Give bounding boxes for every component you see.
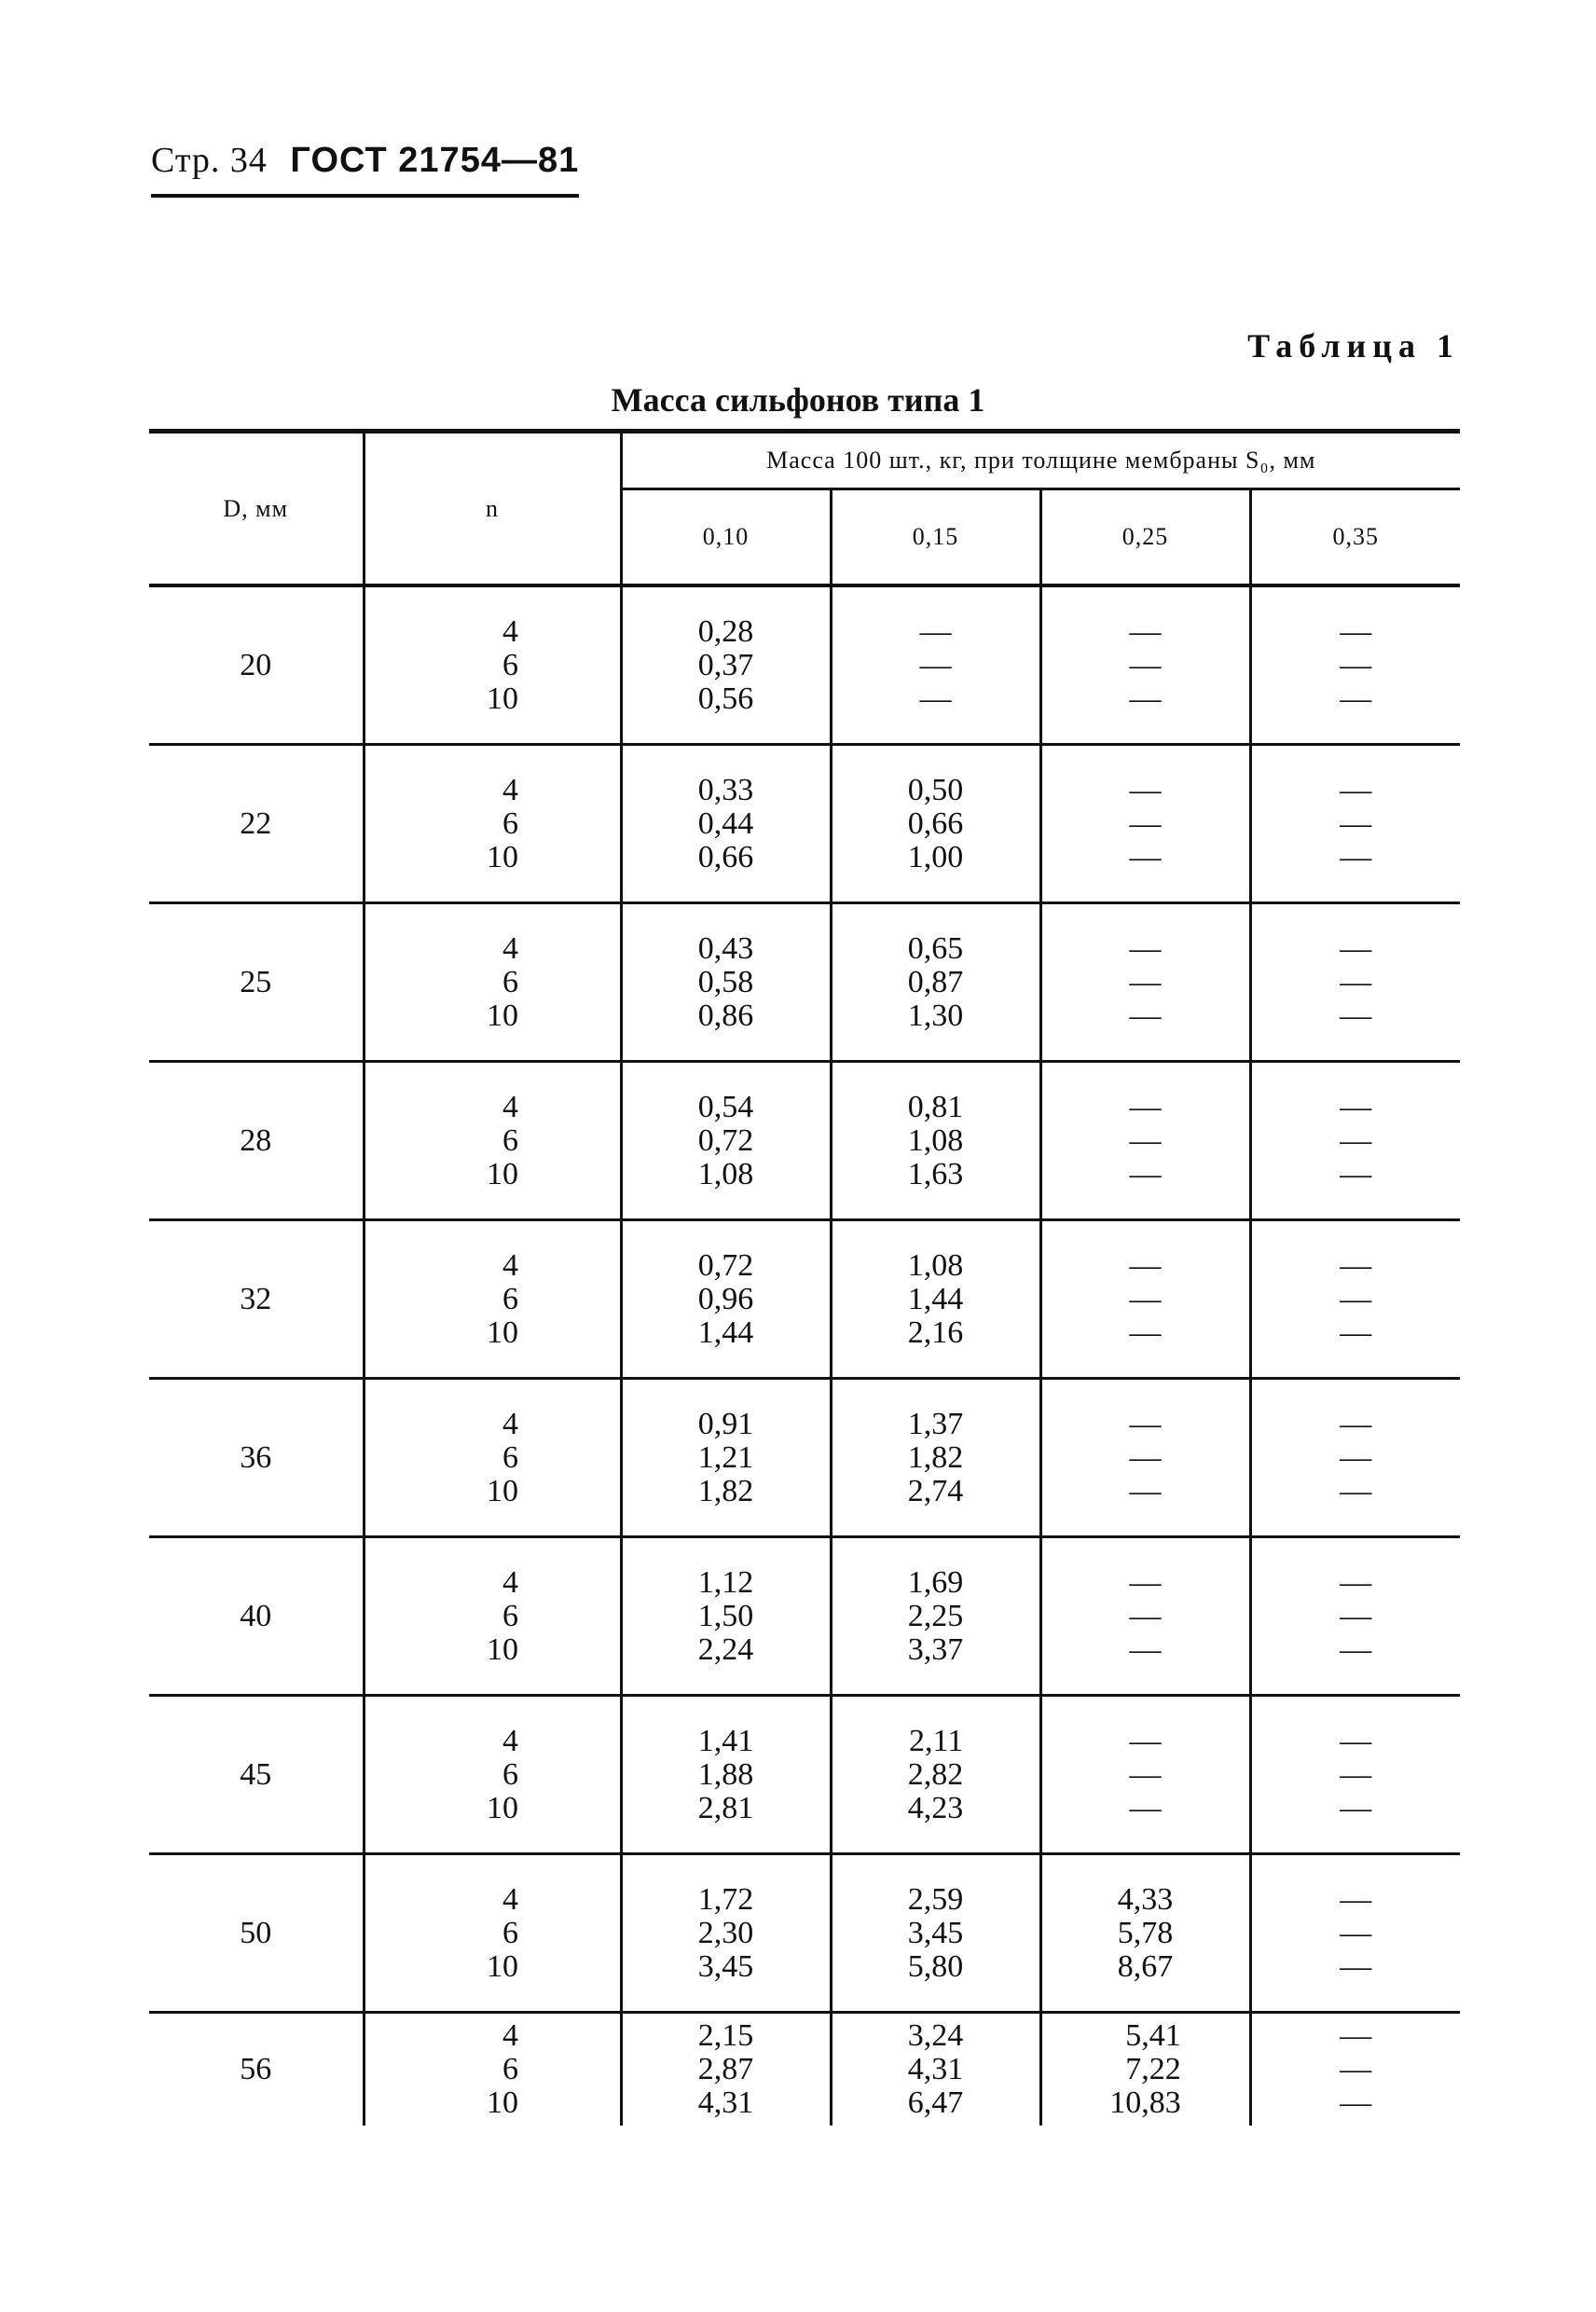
header-n: n <box>364 432 621 586</box>
cell-value: 6 <box>502 1756 518 1792</box>
cell-value: 0,28 <box>697 613 754 649</box>
cell-value: — <box>1129 1439 1162 1475</box>
cell-value: — <box>1129 1473 1162 1508</box>
value-stack <box>908 1883 964 1984</box>
cell-mass-025 <box>1040 1854 1250 2013</box>
cell-mass-010 <box>621 585 831 745</box>
cell-value: 5,41 <box>1125 2018 1181 2053</box>
cell-mass-015 <box>831 1854 1040 2013</box>
cell-value: 1,69 <box>907 1564 964 1600</box>
cell-value: 10 <box>487 839 518 874</box>
value-stack <box>698 1883 754 1984</box>
table-row <box>149 2013 1460 2126</box>
cell-value: — <box>1340 1156 1372 1191</box>
cell-value: 1,82 <box>697 1473 754 1508</box>
standard-designation: ГОСТ 21754—81 <box>290 141 580 180</box>
cell-value: 10 <box>487 681 518 716</box>
cell-diameter: 22 <box>149 745 364 903</box>
cell-mass-025 <box>1040 745 1250 903</box>
cell-value: 5,78 <box>1117 1915 1174 1950</box>
cell-value: 10 <box>487 1156 518 1191</box>
cell-mass-010 <box>621 1379 831 1537</box>
value-stack <box>1130 1725 1162 1825</box>
value-stack <box>1130 1091 1162 1191</box>
mass-table <box>149 429 1460 2126</box>
table-row <box>149 903 1460 1062</box>
cell-n <box>364 1537 621 1696</box>
cell-mass-015 <box>831 1696 1040 1854</box>
cell-mass-010 <box>621 2013 831 2126</box>
cell-mass-035 <box>1250 1379 1460 1537</box>
cell-mass-010 <box>621 903 831 1062</box>
value-stack <box>466 1091 518 1191</box>
cell-value: 0,33 <box>697 772 754 807</box>
cell-value: — <box>1129 805 1162 841</box>
cell-value: — <box>1129 1598 1162 1633</box>
cell-value: — <box>1340 1247 1372 1283</box>
cell-value: — <box>1129 839 1162 874</box>
cell-value: 0,66 <box>697 839 754 874</box>
value-stack <box>1130 1408 1162 1508</box>
cell-value: 2,30 <box>697 1915 754 1950</box>
cell-value: — <box>1129 772 1162 807</box>
cell-value: — <box>1340 1598 1372 1633</box>
value-stack <box>698 1408 754 1508</box>
value-stack <box>466 774 518 874</box>
value-stack <box>1340 1725 1371 1825</box>
cell-diameter: 56 <box>240 2052 272 2086</box>
value-stack <box>698 1249 754 1350</box>
cell-mass-025 <box>1040 1062 1250 1220</box>
cell-value: 2,24 <box>697 1631 754 1667</box>
header-thickness-025: 0,25 <box>1040 489 1250 586</box>
cell-value: 4 <box>502 1247 518 1283</box>
value-stack <box>1130 1566 1162 1667</box>
cell-value: — <box>1340 805 1372 841</box>
cell-value: 6 <box>502 1915 518 1950</box>
value-stack <box>1130 615 1162 716</box>
cell-value: 6 <box>502 1122 518 1158</box>
cell-diameter: 50 <box>149 1854 364 2013</box>
cell-value: — <box>1129 647 1162 682</box>
cell-value: 4 <box>502 1881 518 1917</box>
value-stack <box>466 2019 518 2120</box>
cell-value: — <box>1129 1247 1162 1283</box>
cell-value: — <box>1340 998 1372 1033</box>
cell-mass-025 <box>1040 2013 1250 2126</box>
cell-value: — <box>1340 964 1372 999</box>
cell-value: — <box>1340 839 1372 874</box>
cell-value: 2,74 <box>907 1473 964 1508</box>
cell-value: — <box>1340 1790 1372 1825</box>
value-stack <box>698 1566 754 1667</box>
cell-mass-035 <box>1250 585 1460 745</box>
cell-value: 6 <box>502 805 518 841</box>
page-prefix: Стр. <box>151 141 221 180</box>
cell-mass-010 <box>621 1537 831 1696</box>
cell-value: 1,82 <box>907 1439 964 1475</box>
table-row <box>149 1854 1460 2013</box>
cell-value: 10 <box>487 1314 518 1350</box>
cell-mass-010 <box>621 1220 831 1379</box>
value-stack <box>466 1725 518 1825</box>
value-stack <box>1118 1883 1174 1984</box>
cell-value: — <box>1340 1564 1372 1600</box>
page-header <box>151 140 579 198</box>
value-stack <box>908 1091 964 1191</box>
cell-value: 1,00 <box>907 839 964 874</box>
cell-diameter: 45 <box>149 1696 364 1854</box>
cell-value: — <box>1340 1756 1372 1792</box>
cell-diameter: 36 <box>149 1379 364 1537</box>
value-stack <box>1340 1408 1371 1508</box>
cell-value: — <box>1340 1881 1372 1917</box>
cell-value: 0,58 <box>697 964 754 999</box>
cell-mass-025 <box>1040 1696 1250 1854</box>
cell-value: 0,72 <box>697 1247 754 1283</box>
cell-mass-010 <box>621 1062 831 1220</box>
cell-n <box>364 585 621 745</box>
cell-mass-035 <box>1250 745 1460 903</box>
cell-value: 6 <box>502 1598 518 1633</box>
cell-value: 0,81 <box>907 1089 964 1124</box>
value-stack <box>466 615 518 716</box>
value-stack <box>698 1725 754 1825</box>
cell-value: 1,41 <box>697 1723 754 1758</box>
table-body <box>149 585 1460 2126</box>
cell-value: 2,87 <box>697 2052 754 2086</box>
cell-value: 0,66 <box>907 805 964 841</box>
cell-value: 5,80 <box>907 1948 964 1984</box>
value-stack <box>1130 774 1162 874</box>
cell-mass-025 <box>1040 1537 1250 1696</box>
cell-n <box>364 1220 621 1379</box>
cell-value: 0,87 <box>907 964 964 999</box>
value-stack <box>698 932 754 1033</box>
cell-value: — <box>1129 1790 1162 1825</box>
cell-value: — <box>1129 1122 1162 1158</box>
cell-value: — <box>1340 772 1372 807</box>
cell-value: 3,45 <box>697 1948 754 1984</box>
value-stack <box>1340 615 1371 716</box>
value-stack <box>908 1725 964 1825</box>
cell-value: 0,91 <box>697 1406 754 1441</box>
value-stack <box>908 1566 964 1667</box>
value-stack <box>698 615 754 716</box>
cell-value: 0,72 <box>697 1122 754 1158</box>
cell-value: 3,37 <box>907 1631 964 1667</box>
cell-value: 1,44 <box>907 1281 964 1316</box>
value-stack <box>698 774 754 874</box>
cell-value: 10 <box>487 1631 518 1667</box>
cell-value: — <box>1340 1723 1372 1758</box>
cell-value: 4 <box>502 1406 518 1441</box>
cell-value: 2,25 <box>907 1598 964 1633</box>
cell-n <box>364 903 621 1062</box>
cell-value: 2,81 <box>697 1790 754 1825</box>
cell-diameter: 40 <box>149 1537 364 1696</box>
cell-value: — <box>1129 613 1162 649</box>
cell-diameter: 32 <box>149 1220 364 1379</box>
cell-diameter: 25 <box>149 903 364 1062</box>
cell-value: — <box>1340 1948 1372 1984</box>
cell-value: — <box>1129 930 1162 966</box>
table-row <box>149 745 1460 903</box>
value-stack <box>1340 1249 1371 1350</box>
cell-value: — <box>1129 1564 1162 1600</box>
header-mass-group: Масса 100 шт., кг, при толщине мембраны S₀, мм <box>621 432 1460 489</box>
value-stack <box>1130 1249 1162 1350</box>
cell-value: — <box>1340 2018 1372 2053</box>
cell-value: 1,88 <box>697 1756 754 1792</box>
cell-mass-025 <box>1040 585 1250 745</box>
cell-value: — <box>1340 1915 1372 1950</box>
cell-value: 1,12 <box>697 1564 754 1600</box>
value-stack <box>908 932 964 1033</box>
cell-mass-035 <box>1250 1062 1460 1220</box>
cell-value: 4 <box>502 1089 518 1124</box>
cell-mass-025 <box>1040 903 1250 1062</box>
cell-value: 4 <box>502 613 518 649</box>
table-row <box>149 585 1460 745</box>
cell-value: 3,24 <box>907 2018 964 2053</box>
cell-value: — <box>1340 1281 1372 1316</box>
cell-n <box>364 1062 621 1220</box>
cell-value: 1,08 <box>907 1122 964 1158</box>
cell-value: 0,56 <box>697 681 754 716</box>
cell-value: 1,50 <box>697 1598 754 1633</box>
cell-value: 6 <box>502 964 518 999</box>
cell-mass-035 <box>1250 1854 1460 2013</box>
cell-value: 4,31 <box>907 2052 964 2086</box>
cell-value: — <box>1340 1439 1372 1475</box>
cell-value: 10 <box>487 1790 518 1825</box>
cell-value: 6 <box>502 647 518 682</box>
cell-value: 6 <box>502 1439 518 1475</box>
table-row <box>149 1537 1460 1696</box>
cell-diameter: 28 <box>149 1062 364 1220</box>
value-stack <box>1340 774 1371 874</box>
cell-value: — <box>1129 998 1162 1033</box>
cell-value: — <box>1340 681 1372 716</box>
cell-value: 4 <box>502 1723 518 1758</box>
value-stack <box>698 1091 754 1191</box>
cell-n <box>364 1696 621 1854</box>
page-number: 34 <box>229 141 268 180</box>
table-number-label: Таблица 1 <box>1247 327 1460 365</box>
cell-mass-015 <box>831 1062 1040 1220</box>
cell-value: — <box>1340 1089 1372 1124</box>
cell-value: — <box>1340 1314 1372 1350</box>
value-stack <box>908 2019 964 2120</box>
cell-value: — <box>919 613 952 649</box>
cell-value: 0,44 <box>697 805 754 841</box>
cell-mass-015 <box>831 2013 1040 2126</box>
cell-value: 0,54 <box>697 1089 754 1124</box>
cell-mass-010 <box>621 1854 831 2013</box>
cell-value: 4 <box>502 1564 518 1600</box>
cell-value: 1,72 <box>697 1881 754 1917</box>
value-stack <box>1340 932 1371 1033</box>
cell-value: — <box>1129 1314 1162 1350</box>
cell-value: 2,15 <box>697 2018 754 2053</box>
table-row <box>149 1220 1460 1379</box>
cell-value: — <box>1129 1406 1162 1441</box>
cell-value: — <box>1340 1406 1372 1441</box>
value-stack <box>1340 2019 1371 2120</box>
cell-value: 3,45 <box>907 1915 964 1950</box>
cell-value: 4,31 <box>697 2085 754 2120</box>
value-stack <box>698 2019 754 2120</box>
cell-value: — <box>1129 1089 1162 1124</box>
cell-value: — <box>1129 1631 1162 1667</box>
cell-mass-015 <box>831 903 1040 1062</box>
cell-value: 1,21 <box>697 1439 754 1475</box>
cell-value: — <box>1340 1473 1372 1508</box>
cell-value: 0,96 <box>697 1281 754 1316</box>
cell-value: 1,37 <box>907 1406 964 1441</box>
cell-mass-015 <box>831 1379 1040 1537</box>
value-stack <box>466 1408 518 1508</box>
cell-value: — <box>1340 1631 1372 1667</box>
value-stack <box>908 1408 964 1508</box>
cell-n <box>364 1854 621 2013</box>
table-row <box>149 1696 1460 1854</box>
table-title: Масса сильфонов типа 1 <box>611 381 985 419</box>
cell-diameter: 20 <box>149 585 364 745</box>
cell-value: 0,65 <box>907 930 964 966</box>
cell-mass-010 <box>621 1696 831 1854</box>
cell-value: 4 <box>502 930 518 966</box>
cell-value: 4,23 <box>907 1790 964 1825</box>
cell-mass-025 <box>1040 1220 1250 1379</box>
cell-mass-015 <box>831 585 1040 745</box>
cell-mass-035 <box>1250 2013 1460 2126</box>
cell-mass-035 <box>1250 1220 1460 1379</box>
cell-value: 6 <box>502 1281 518 1316</box>
cell-value: — <box>1340 930 1372 966</box>
cell-value: — <box>1129 1156 1162 1191</box>
cell-mass-035 <box>1250 903 1460 1062</box>
value-stack <box>466 932 518 1033</box>
cell-n <box>364 745 621 903</box>
value-stack <box>920 615 952 716</box>
cell-value: 1,08 <box>697 1156 754 1191</box>
header-thickness-035: 0,35 <box>1250 489 1460 586</box>
cell-value: 2,16 <box>907 1314 964 1350</box>
cell-value: 7,22 <box>1125 2052 1181 2086</box>
cell-mass-015 <box>831 745 1040 903</box>
cell-value: 1,44 <box>697 1314 754 1350</box>
cell-value: 2,11 <box>909 1723 964 1758</box>
cell-value: — <box>1129 1723 1162 1758</box>
cell-value: 6,47 <box>907 2085 964 2120</box>
cell-value: 0,50 <box>907 772 964 807</box>
value-stack <box>1340 1566 1371 1667</box>
cell-value: 8,67 <box>1117 1948 1174 1984</box>
cell-n <box>364 1379 621 1537</box>
cell-value: 10 <box>487 2085 518 2120</box>
value-stack <box>908 1249 964 1350</box>
header-thickness-010: 0,10 <box>621 489 831 586</box>
cell-value: 4,33 <box>1117 1881 1174 1917</box>
cell-value: 1,63 <box>907 1156 964 1191</box>
cell-value: 4 <box>502 2018 518 2053</box>
cell-value: 0,37 <box>697 647 754 682</box>
cell-value: 1,30 <box>907 998 964 1033</box>
value-stack <box>466 1566 518 1667</box>
header-thickness-015: 0,15 <box>831 489 1040 586</box>
cell-value: 0,43 <box>697 930 754 966</box>
cell-value: — <box>1129 681 1162 716</box>
cell-value: 2,59 <box>907 1881 964 1917</box>
cell-value: 0,86 <box>697 998 754 1033</box>
value-stack <box>1340 1091 1371 1191</box>
cell-value: — <box>1340 647 1372 682</box>
cell-value: — <box>1340 1122 1372 1158</box>
cell-mass-035 <box>1250 1537 1460 1696</box>
table-row <box>149 1379 1460 1537</box>
cell-value: 10 <box>487 1948 518 1984</box>
cell-mass-035 <box>1250 1696 1460 1854</box>
value-stack <box>1340 1883 1371 1984</box>
cell-value: — <box>1129 1281 1162 1316</box>
cell-value: 6 <box>502 2052 518 2086</box>
cell-value: — <box>1340 2085 1372 2120</box>
value-stack <box>908 774 964 874</box>
value-stack <box>1109 2019 1181 2120</box>
value-stack <box>466 1249 518 1350</box>
cell-value: 10,83 <box>1109 2085 1181 2120</box>
cell-mass-010 <box>621 745 831 903</box>
cell-value: 2,82 <box>907 1756 964 1792</box>
cell-value: — <box>1340 613 1372 649</box>
cell-mass-025 <box>1040 1379 1250 1537</box>
cell-value: 1,08 <box>907 1247 964 1283</box>
cell-value: 10 <box>487 1473 518 1508</box>
cell-value: — <box>1340 2052 1372 2086</box>
cell-value: 10 <box>487 998 518 1033</box>
cell-mass-015 <box>831 1220 1040 1379</box>
header-diameter: D, мм <box>149 432 364 586</box>
cell-value: — <box>919 681 952 716</box>
cell-n <box>364 2013 621 2126</box>
table-row <box>149 1062 1460 1220</box>
value-stack <box>466 1883 518 1984</box>
cell-value: — <box>919 647 952 682</box>
value-stack <box>1130 932 1162 1033</box>
cell-value: 4 <box>502 772 518 807</box>
cell-value: — <box>1129 964 1162 999</box>
cell-value: — <box>1129 1756 1162 1792</box>
cell-mass-015 <box>831 1537 1040 1696</box>
